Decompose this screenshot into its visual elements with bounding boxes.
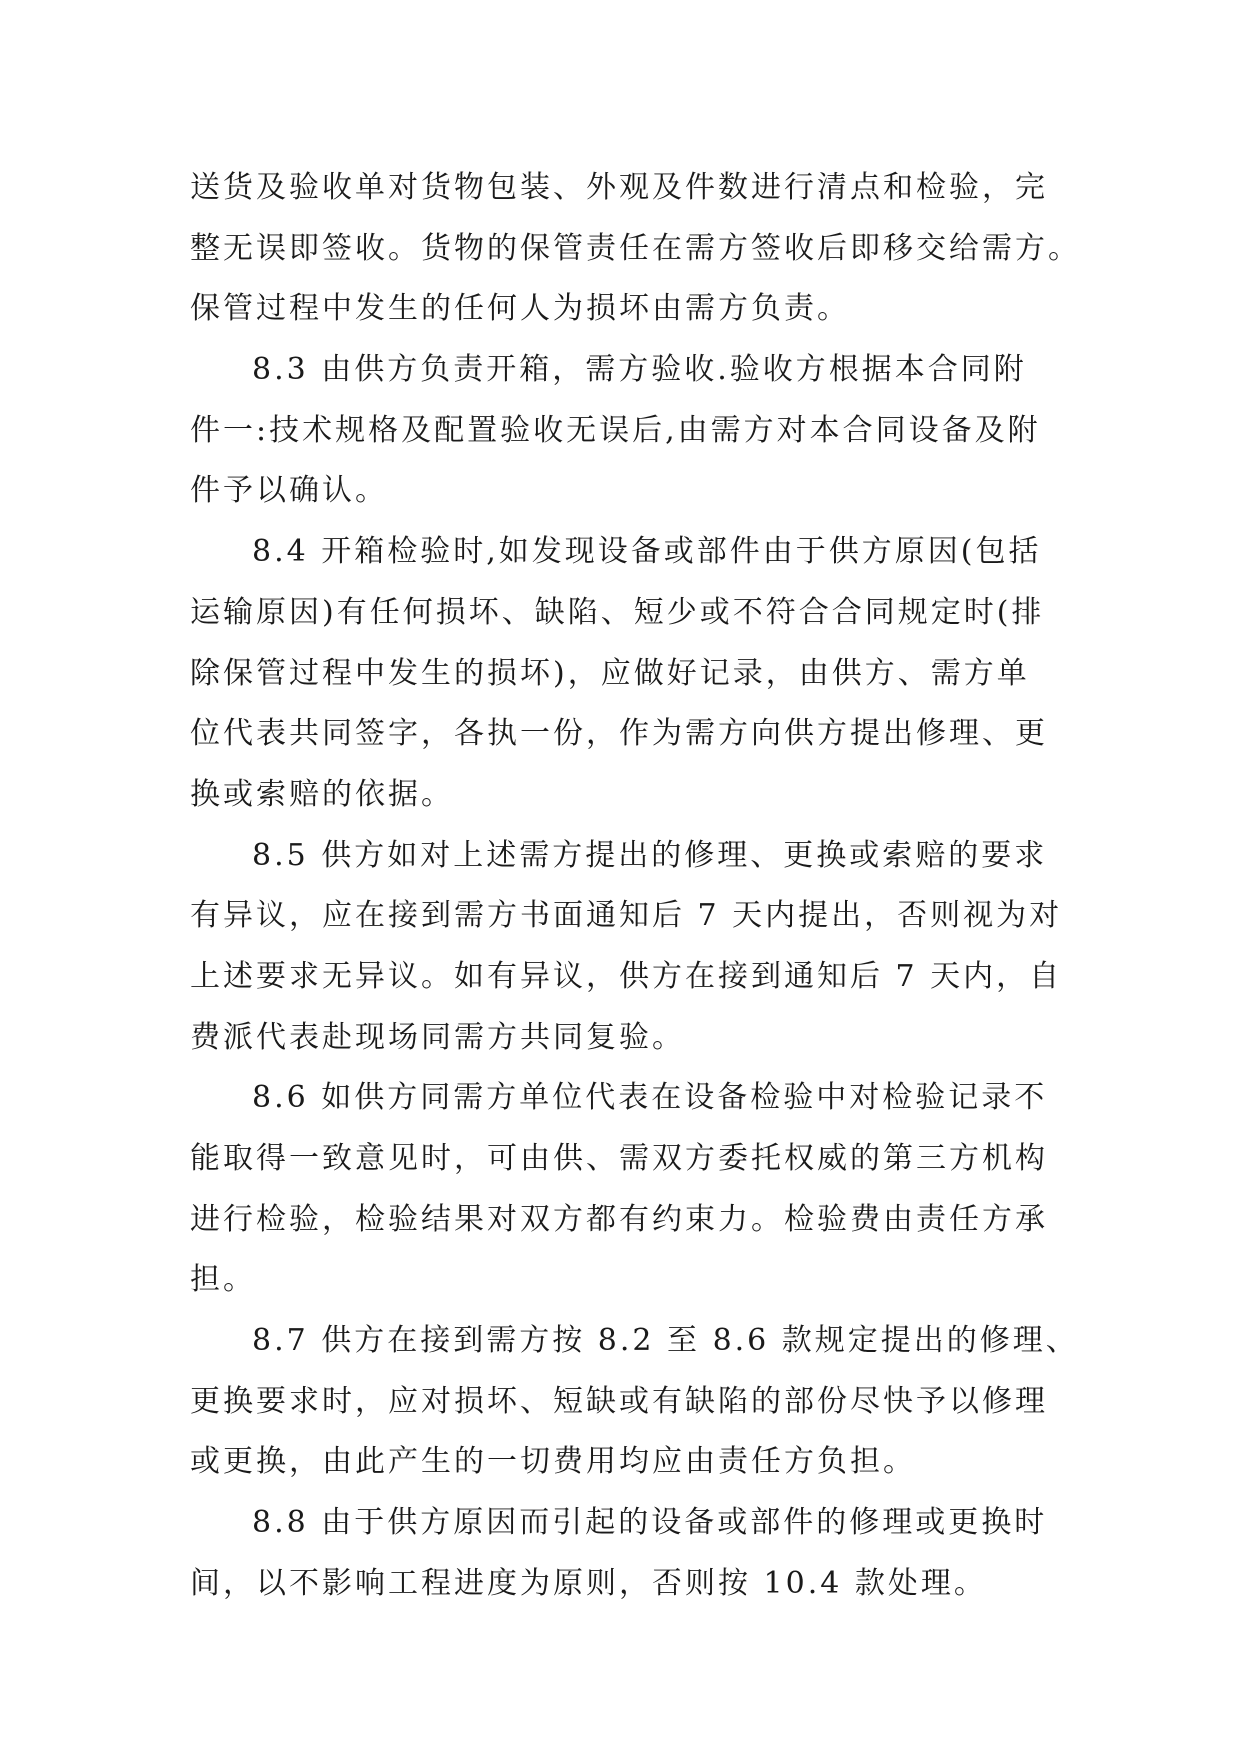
text-line: 或更换，由此产生的一切费用均应由责任方负担。 <box>190 1444 916 1480</box>
clause-8-5-first-line: 8.5 供方如对上述需方提出的修理、更换或索赔的要求 <box>252 837 1048 873</box>
text-line: 担。 <box>190 1262 256 1298</box>
text-line: 整无误即签收。货物的保管责任在需方签收后即移交给需方。 <box>190 230 1081 266</box>
text-line: 保管过程中发生的任何人为损坏由需方负责。 <box>190 291 850 327</box>
text-line: 件一:技术规格及配置验收无误后,由需方对本合同设备及附 <box>190 412 1041 448</box>
document-page <box>190 158 1081 1615</box>
clause-8-3-first-line: 8.3 由供方负责开箱，需方验收.验收方根据本合同附 <box>252 352 1027 388</box>
text-line: 除保管过程中发生的损坏)，应做好记录，由供方、需方单 <box>190 655 1030 691</box>
clause-8-8-first-line: 8.8 由于供方原因而引起的设备或部件的修理或更换时 <box>252 1505 1048 1541</box>
clause-8-6-first-line: 8.6 如供方同需方单位代表在设备检验中对检验记录不 <box>252 1080 1048 1116</box>
clause-8-4-first-line: 8.4 开箱检验时,如发现设备或部件由于供方原因(包括 <box>252 534 1042 570</box>
text-line: 更换要求时，应对损坏、短缺或有缺陷的部份尽快予以修理 <box>190 1383 1048 1419</box>
text-line: 上述要求无异议。如有异议，供方在接到通知后 7 天内，自 <box>190 958 1063 994</box>
text-line: 间，以不影响工程进度为原则，否则按 10.4 款处理。 <box>190 1565 987 1601</box>
text-line: 运输原因)有任何损坏、缺陷、短少或不符合合同规定时(排 <box>190 594 1045 630</box>
text-line: 进行检验，检验结果对双方都有约束力。检验费由责任方承 <box>190 1201 1048 1237</box>
text-line: 费派代表赴现场同需方共同复验。 <box>190 1019 685 1055</box>
clause-8-7-first-line: 8.7 供方在接到需方按 8.2 至 8.6 款规定提出的修理、 <box>252 1323 1079 1359</box>
text-line: 换或索赔的依据。 <box>190 776 454 812</box>
text-line: 位代表共同签字，各执一份，作为需方向供方提出修理、更 <box>190 716 1048 752</box>
text-line: 能取得一致意见时，可由供、需双方委托权威的第三方机构 <box>190 1141 1048 1176</box>
text-line: 件予以确认。 <box>190 473 388 509</box>
text-line: 有异议，应在接到需方书面通知后 7 天内提出，否则视为对 <box>190 898 1063 934</box>
text-line: 送货及验收单对货物包装、外观及件数进行清点和检验，完 <box>190 170 1048 205</box>
